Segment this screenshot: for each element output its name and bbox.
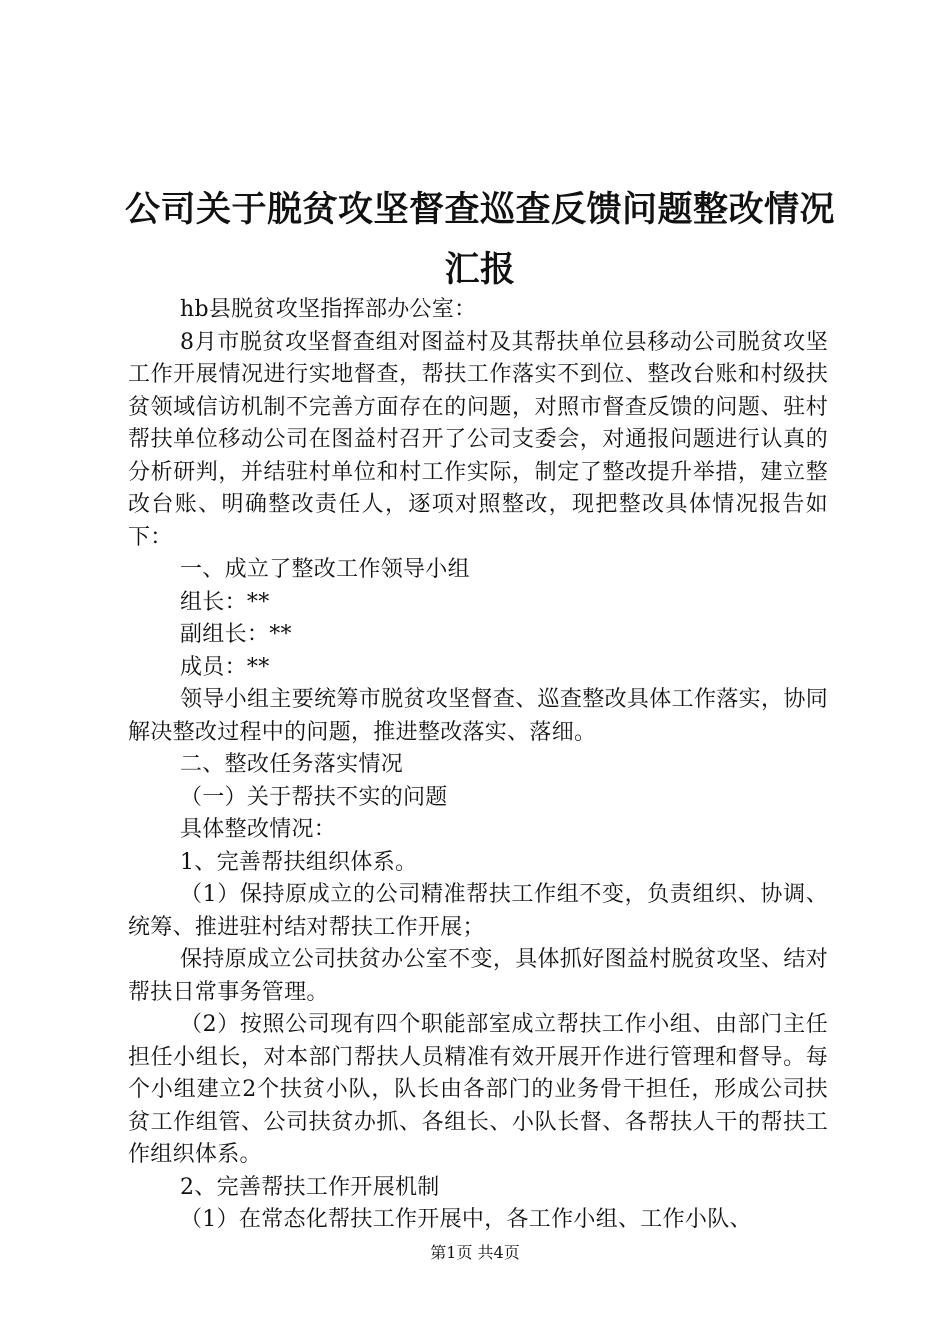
salutation: hb县脱贫攻坚指挥部办公室：: [180, 297, 477, 322]
item-heading-1: 1、完善帮扶组织体系。: [180, 849, 418, 875]
item-heading-2: 2、完善帮扶工作开展机制: [180, 1174, 440, 1200]
paragraph-item-1-1-cont: 保持原成立公司扶贫办公室不变，具体抓好图益村脱贫攻坚、结对帮扶日常事务管理。: [128, 947, 828, 1005]
section-heading-2: 二、整改任务落实情况: [180, 752, 404, 777]
paragraph-intro: 8月市脱贫攻坚督查组对图益村及其帮扶单位县移动公司脱贫攻坚工作开展情况进行实地督查，帮扶工作落实不到位、整改台账和村级扶贫领域信访机制不完善方面存在的问题，对照市督查反馈的问题、驻村帮扶单位移动公司在图益村召开了公司支委会，对通报问题进行认真的分析研判，并结驻村单位和村工作实际，制定了整改提升举措，建立整改台账、明确整改责任人，逐项对照整改，现把整改具体情况报告如下：: [128, 329, 828, 550]
document-body: [128, 294, 828, 1237]
members-line: 成员：**: [180, 654, 270, 680]
subsection-heading-1: （一）关于帮扶不实的问题: [180, 784, 448, 810]
paragraph-leadership-role: 领导小组主要统筹市脱贫攻坚督查、巡查整改具体工作落实，协同解决整改过程中的问题，推进整改落实、落细。: [128, 687, 828, 745]
document-title-line-1: 公司关于脱贫攻坚督查巡查反馈问题整改情况: [124, 190, 835, 230]
leader-line: 组长：**: [180, 589, 270, 615]
section-heading-1: 一、成立了整改工作领导小组: [180, 557, 470, 582]
paragraph-item-1-1: （1）保持原成立的公司精准帮扶工作组不变，负责组织、协调、统筹、推进驻村结对帮扶工作开展；: [128, 882, 828, 940]
paragraph-item-1-2: （2）按照公司现有四个职能部室成立帮扶工作小组、由部门主任担任小组长，对本部门帮扶人员精准有效开展开作进行管理和督导。每个小组建立2个扶贫小队，队长由各部门的业务骨干担任，形成公司扶贫工作组管、公司扶贫办抓、各组长、小队长督、各帮扶人干的帮扶工作组织体系。: [128, 1012, 828, 1167]
deputy-leader-line: 副组长：**: [180, 622, 292, 647]
subheading-details: 具体整改情况：: [180, 817, 337, 842]
page-footer: 第1页 共4页: [430, 1243, 520, 1262]
paragraph-item-2-1: （1）在常态化帮扶工作开展中，各工作小组、工作小队、: [180, 1207, 752, 1232]
document-title-line-2: 汇报: [444, 250, 516, 290]
